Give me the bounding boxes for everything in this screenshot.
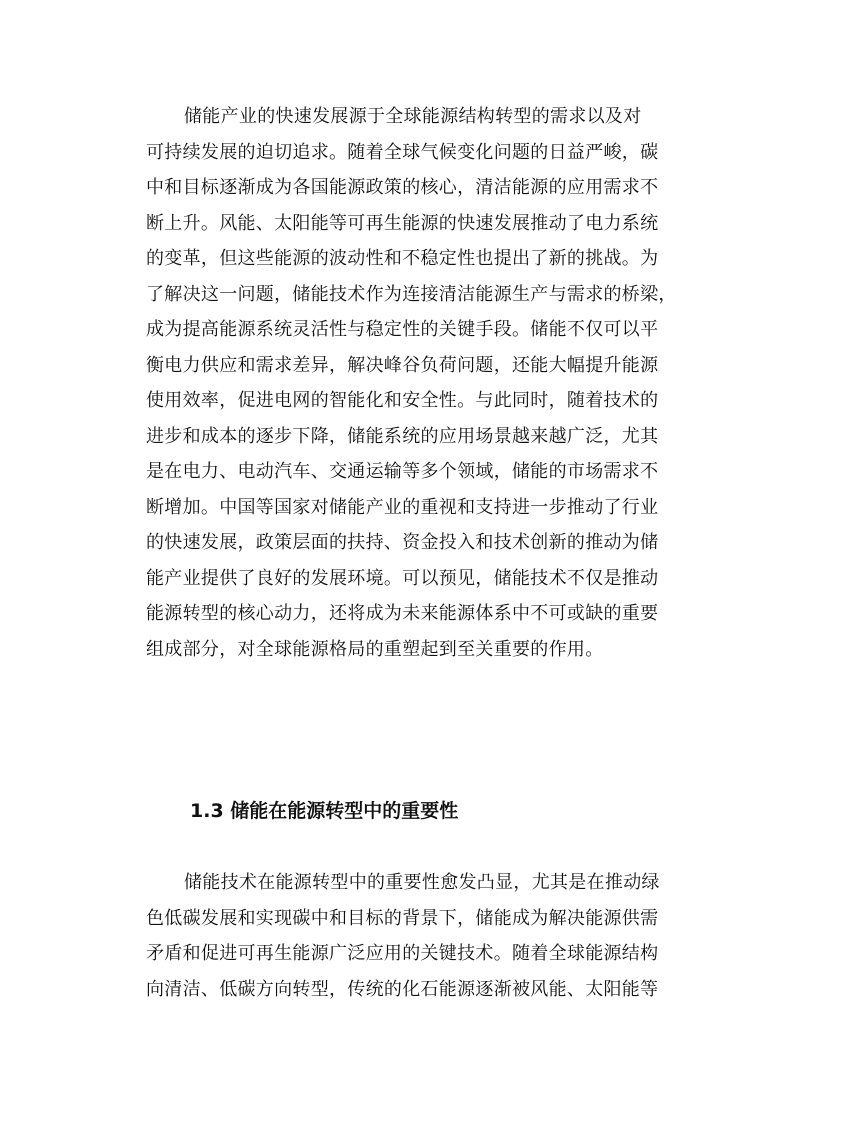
- paragraph-line: 能源转型的核心动力，还将成为未来能源体系中不可或缺的重要: [146, 603, 659, 624]
- paragraph-line: 进步和成本的逐步下降，储能系统的应用场景越来越广泛，尤其: [146, 425, 659, 447]
- paragraph-line: 储能技术在能源转型中的重要性愈发凸显，尤其是在推动绿: [184, 872, 660, 893]
- paragraph-line: 断增加。中国等国家对储能产业的重视和支持进一步推动了行业: [146, 496, 659, 518]
- paragraph-line: 矛盾和促进可再生能源广泛应用的关键技术。随着全球能源结构: [146, 943, 659, 964]
- paragraph-line: 向清洁、低碳方向转型，传统的化石能源逐渐被风能、太阳能等: [146, 978, 659, 1000]
- section-number: 1.3: [190, 800, 224, 822]
- paragraph-line: 了解决这一问题，储能技术作为连接清洁能源生产与需求的桥梁，: [146, 283, 677, 305]
- section-title: 储能在能源转型中的重要性: [230, 800, 459, 822]
- section-heading: [190, 796, 458, 823]
- paragraph-1: [146, 99, 698, 667]
- paragraph-2: [146, 865, 698, 1007]
- paragraph-line: 可持续发展的迫切追求。随着全球气候变化问题的日益严峻，碳: [146, 141, 659, 163]
- paragraph-line: 能产业提供了良好的发展环境。可以预见，储能技术不仅是推动: [146, 567, 659, 589]
- paragraph-line: 是在电力、电动汽车、交通运输等多个领域，储能的市场需求不: [146, 461, 659, 482]
- paragraph-line: 的快速发展，政策层面的扶持、资金投入和技术创新的推动为储: [146, 532, 659, 553]
- paragraph-line: 的变革，但这些能源的波动性和不稳定性也提出了新的挑战。为: [146, 248, 659, 269]
- paragraph-line: 组成部分，对全球能源格局的重塑起到至关重要的作用。: [146, 638, 604, 660]
- paragraph-line: 断上升。风能、太阳能等可再生能源的快速发展推动了电力系统: [146, 212, 659, 234]
- paragraph-line: 成为提高能源系统灵活性与稳定性的关键手段。储能不仅可以平: [146, 319, 659, 340]
- body-paragraph: [146, 99, 698, 667]
- body-paragraph: [146, 865, 698, 1007]
- paragraph-line: 储能产业的快速发展源于全球能源结构转型的需求以及对: [184, 106, 642, 127]
- paragraph-line: 中和目标逐渐成为各国能源政策的核心，清洁能源的应用需求不: [146, 177, 659, 198]
- paragraph-line: 色低碳发展和实现碳中和目标的背景下，储能成为解决能源供需: [146, 907, 659, 929]
- paragraph-line: 衡电力供应和需求差异，解决峰谷负荷问题，还能大幅提升能源: [146, 354, 659, 376]
- paragraph-line: 使用效率，促进电网的智能化和安全性。与此同时，随着技术的: [146, 390, 659, 411]
